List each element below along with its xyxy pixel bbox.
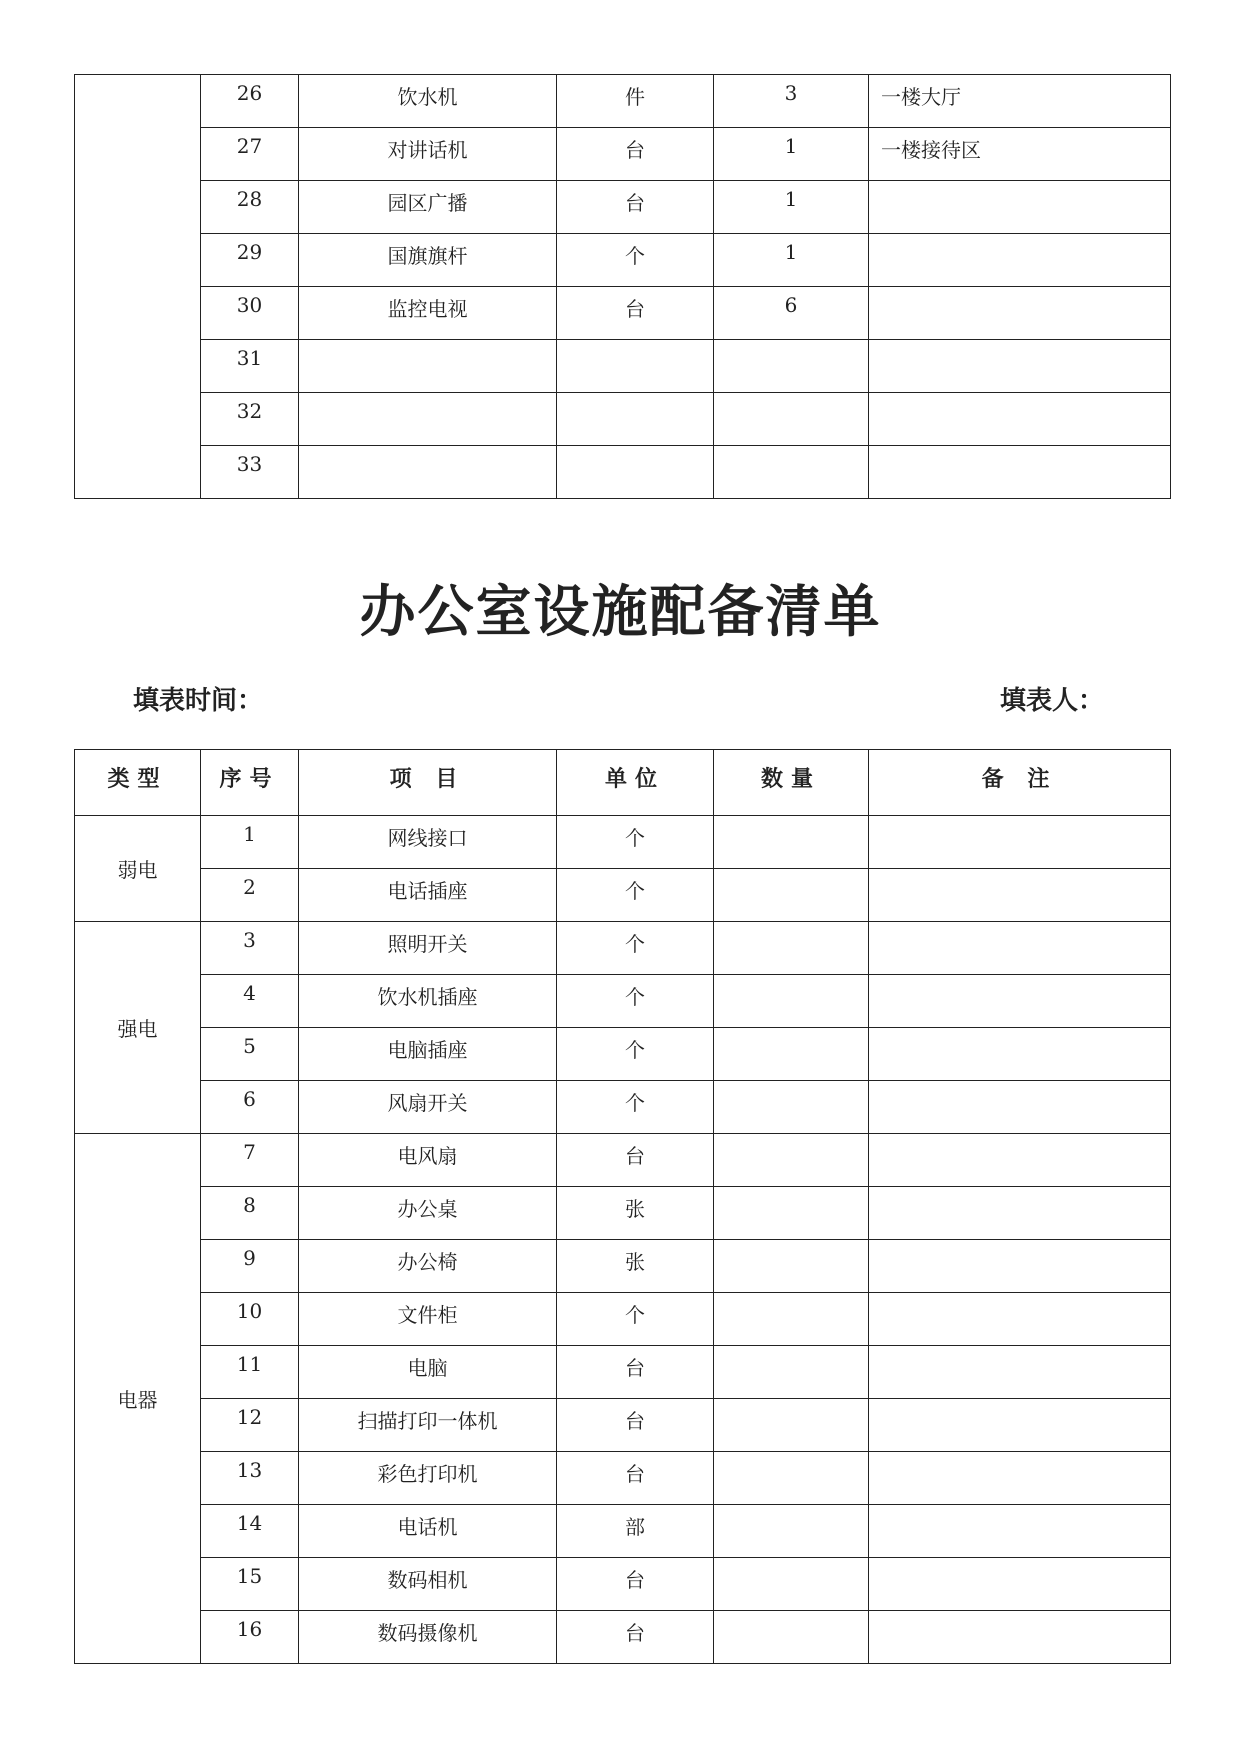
- item-name: 办公桌: [299, 1187, 557, 1240]
- item-unit: 个: [557, 1293, 714, 1346]
- table-row: [75, 1081, 1171, 1134]
- table-row: [75, 393, 1171, 446]
- item-note: [869, 287, 1171, 340]
- item-unit: 个: [557, 975, 714, 1028]
- row-number: 32: [201, 393, 299, 446]
- item-note: [869, 869, 1171, 922]
- row-number: 14: [201, 1505, 299, 1558]
- table-row: [75, 1293, 1171, 1346]
- item-name: 电话机: [299, 1505, 557, 1558]
- table-row: [75, 1611, 1171, 1664]
- item-note: [869, 1187, 1171, 1240]
- row-number: 31: [201, 340, 299, 393]
- item-name: 电脑插座: [299, 1028, 557, 1081]
- row-number: 13: [201, 1452, 299, 1505]
- header-category: 类型: [75, 750, 201, 816]
- item-name: [299, 340, 557, 393]
- item-note: [869, 393, 1171, 446]
- row-number: 6: [201, 1081, 299, 1134]
- row-number: 26: [201, 75, 299, 128]
- item-note: [869, 1505, 1171, 1558]
- table-row: [75, 1134, 1171, 1187]
- item-note: [869, 975, 1171, 1028]
- table-row: [75, 1187, 1171, 1240]
- table-row: [75, 1399, 1171, 1452]
- category-cell: 强电: [75, 922, 201, 1134]
- filler-label: 填表人：: [1000, 686, 1105, 716]
- table-row: [75, 922, 1171, 975]
- item-unit: 张: [557, 1187, 714, 1240]
- item-note: [869, 1240, 1171, 1293]
- row-number: 4: [201, 975, 299, 1028]
- item-note: [869, 1134, 1171, 1187]
- category-cell: 弱电: [75, 816, 201, 922]
- item-quantity: 1: [714, 181, 869, 234]
- item-name: 国旗旗杆: [299, 234, 557, 287]
- item-unit: 个: [557, 869, 714, 922]
- category-cell: 电器: [75, 1134, 201, 1664]
- item-note: [869, 1611, 1171, 1664]
- row-number: 1: [201, 816, 299, 869]
- row-number: 28: [201, 181, 299, 234]
- item-note: [869, 181, 1171, 234]
- item-quantity: [714, 1611, 869, 1664]
- item-unit: 件: [557, 75, 714, 128]
- table-row: [75, 181, 1171, 234]
- item-quantity: [714, 975, 869, 1028]
- item-unit: 部: [557, 1505, 714, 1558]
- item-quantity: [714, 922, 869, 975]
- row-number: 3: [201, 922, 299, 975]
- item-unit: 个: [557, 234, 714, 287]
- item-name: 扫描打印一体机: [299, 1399, 557, 1452]
- row-number: 12: [201, 1399, 299, 1452]
- item-name: 对讲话机: [299, 128, 557, 181]
- fill-time-label: 填表时间：: [133, 686, 264, 716]
- header-item: 项 目: [299, 750, 557, 816]
- table-row: [75, 128, 1171, 181]
- item-unit: 个: [557, 922, 714, 975]
- item-name: 彩色打印机: [299, 1452, 557, 1505]
- item-name: 数码相机: [299, 1558, 557, 1611]
- item-note: [869, 816, 1171, 869]
- item-note: [869, 922, 1171, 975]
- table-row: [75, 975, 1171, 1028]
- row-number: 30: [201, 287, 299, 340]
- item-unit: 台: [557, 1558, 714, 1611]
- item-name: 园区广播: [299, 181, 557, 234]
- item-name: 办公椅: [299, 1240, 557, 1293]
- table-row: [75, 1028, 1171, 1081]
- table-row: [75, 1240, 1171, 1293]
- item-unit: 台: [557, 1611, 714, 1664]
- row-number: 8: [201, 1187, 299, 1240]
- facility-table: [74, 749, 1171, 1664]
- item-name: 数码摄像机: [299, 1611, 557, 1664]
- item-quantity: [714, 1134, 869, 1187]
- table-row: [75, 869, 1171, 922]
- item-note: 一楼接待区: [869, 128, 1171, 181]
- item-name: 文件柜: [299, 1293, 557, 1346]
- item-quantity: [714, 1452, 869, 1505]
- item-unit: 台: [557, 181, 714, 234]
- item-quantity: [714, 1187, 869, 1240]
- item-note: [869, 1028, 1171, 1081]
- item-quantity: 3: [714, 75, 869, 128]
- header-unit: 单位: [557, 750, 714, 816]
- table-row: [75, 1505, 1171, 1558]
- item-note: [869, 1399, 1171, 1452]
- item-name: 网线接口: [299, 816, 557, 869]
- table-row: [75, 446, 1171, 499]
- table-row: [75, 234, 1171, 287]
- row-number: 11: [201, 1346, 299, 1399]
- table-row: [75, 75, 1171, 128]
- page-title: 办公室设施配备清单: [359, 580, 882, 645]
- item-quantity: [714, 1558, 869, 1611]
- item-note: 一楼大厅: [869, 75, 1171, 128]
- item-name: 电话插座: [299, 869, 557, 922]
- item-quantity: [714, 1293, 869, 1346]
- continued-table: [74, 74, 1171, 499]
- item-name: 监控电视: [299, 287, 557, 340]
- row-number: 15: [201, 1558, 299, 1611]
- item-name: 饮水机插座: [299, 975, 557, 1028]
- item-quantity: [714, 446, 869, 499]
- table-row: [75, 1452, 1171, 1505]
- item-name: 饮水机: [299, 75, 557, 128]
- item-unit: 台: [557, 1134, 714, 1187]
- item-unit: 个: [557, 816, 714, 869]
- table-header-row: [75, 750, 1171, 816]
- item-quantity: [714, 816, 869, 869]
- item-note: [869, 1081, 1171, 1134]
- item-note: [869, 1346, 1171, 1399]
- row-number: 10: [201, 1293, 299, 1346]
- item-unit: 台: [557, 1452, 714, 1505]
- item-quantity: [714, 1240, 869, 1293]
- item-name: 电风扇: [299, 1134, 557, 1187]
- item-unit: 台: [557, 287, 714, 340]
- category-cell-continued: [75, 75, 201, 499]
- item-name: 照明开关: [299, 922, 557, 975]
- item-unit: [557, 446, 714, 499]
- item-name: 风扇开关: [299, 1081, 557, 1134]
- item-unit: 个: [557, 1028, 714, 1081]
- table-row: [75, 816, 1171, 869]
- item-note: [869, 446, 1171, 499]
- item-note: [869, 1558, 1171, 1611]
- header-qty: 数量: [714, 750, 869, 816]
- item-note: [869, 1293, 1171, 1346]
- header-no: 序号: [201, 750, 299, 816]
- item-unit: [557, 393, 714, 446]
- table-row: [75, 340, 1171, 393]
- item-note: [869, 234, 1171, 287]
- item-unit: 张: [557, 1240, 714, 1293]
- item-name: 电脑: [299, 1346, 557, 1399]
- row-number: 7: [201, 1134, 299, 1187]
- item-quantity: 1: [714, 234, 869, 287]
- row-number: 27: [201, 128, 299, 181]
- item-quantity: 6: [714, 287, 869, 340]
- row-number: 2: [201, 869, 299, 922]
- item-quantity: [714, 340, 869, 393]
- item-note: [869, 1452, 1171, 1505]
- row-number: 29: [201, 234, 299, 287]
- item-unit: 个: [557, 1081, 714, 1134]
- table-row: [75, 1346, 1171, 1399]
- item-quantity: 1: [714, 128, 869, 181]
- item-unit: 台: [557, 1346, 714, 1399]
- item-note: [869, 340, 1171, 393]
- item-quantity: [714, 1399, 869, 1452]
- row-number: 9: [201, 1240, 299, 1293]
- item-quantity: [714, 1081, 869, 1134]
- header-note: 备 注: [869, 750, 1171, 816]
- item-quantity: [714, 1028, 869, 1081]
- row-number: 5: [201, 1028, 299, 1081]
- item-unit: 台: [557, 1399, 714, 1452]
- item-unit: [557, 340, 714, 393]
- item-quantity: [714, 869, 869, 922]
- item-quantity: [714, 1346, 869, 1399]
- item-quantity: [714, 1505, 869, 1558]
- row-number: 16: [201, 1611, 299, 1664]
- item-name: [299, 393, 557, 446]
- item-quantity: [714, 393, 869, 446]
- item-name: [299, 446, 557, 499]
- row-number: 33: [201, 446, 299, 499]
- table-row: [75, 287, 1171, 340]
- table-row: [75, 1558, 1171, 1611]
- item-unit: 台: [557, 128, 714, 181]
